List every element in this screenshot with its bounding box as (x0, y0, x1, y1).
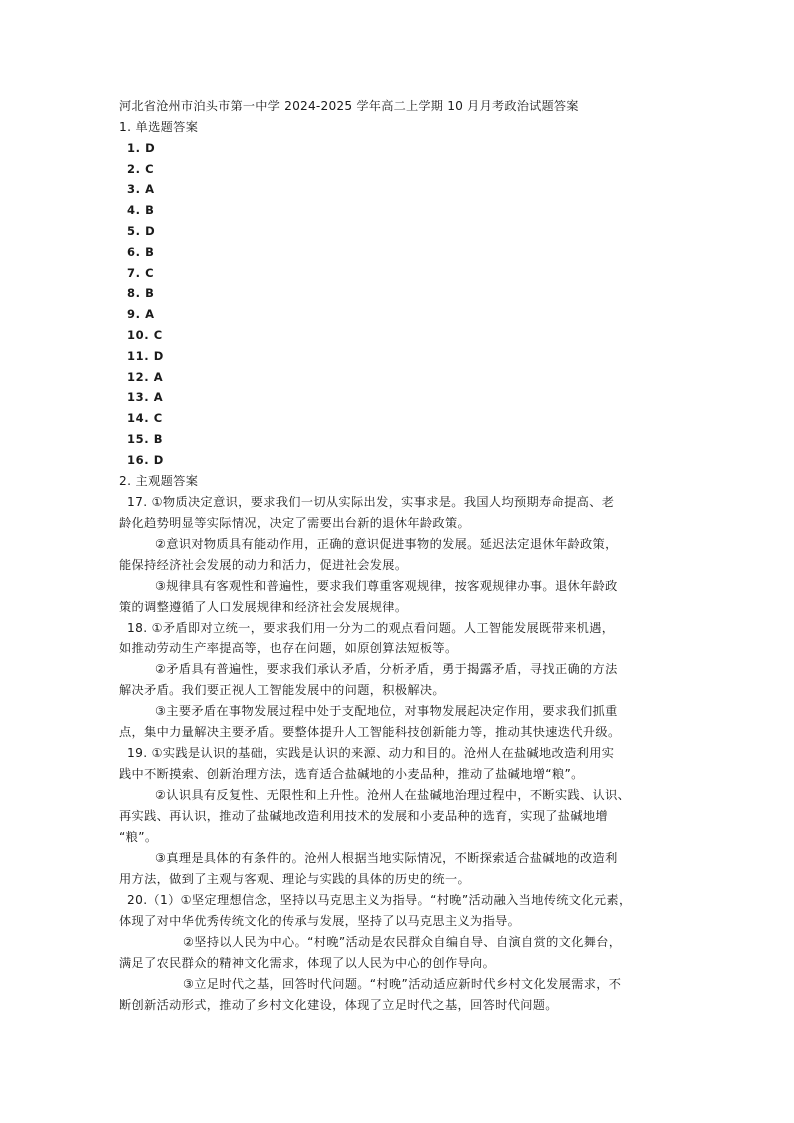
answer-paragraph-line: 如推动劳动生产率提高等，也存在问题，如原创算法短板等。 (119, 641, 458, 655)
answer-paragraph-line: ③真理是具体的有条件的。沧州人根据当地实际情况，不断探索适合盐碱地的改造利 (155, 851, 618, 865)
answer-item: 2. C (127, 162, 155, 176)
answer-paragraph-line: 18. ①矛盾即对立统一，要求我们用一分为二的观点看问题。人工智能发展既带来机遇， (127, 621, 615, 635)
answer-paragraph-line: “粮”。 (119, 830, 158, 844)
answer-paragraph-line: ②矛盾具有普遍性，要求我们承认矛盾，分析矛盾，勇于揭露矛盾，寻找正确的方法 (155, 662, 618, 676)
answer-paragraph-line: 点，集中力量解决主要矛盾。要整体提升人工智能科技创新能力等，推动其快速迭代升级。 (119, 725, 621, 739)
answer-item: 14. C (127, 411, 163, 425)
answer-paragraph-line: ③规律具有客观性和普遍性，要求我们尊重客观规律，按客观规律办事。退休年龄政 (155, 579, 618, 593)
answer-item: 3. A (127, 182, 155, 196)
answer-item: 10. C (127, 328, 163, 342)
answer-item: 7. C (127, 266, 155, 280)
answer-paragraph-line: 能保持经济社会发展的动力和活力，促进社会发展。 (119, 558, 408, 572)
answer-paragraph-line: 策的调整遵循了人口发展规律和经济社会发展规律。 (119, 600, 408, 614)
answer-paragraph-line: 17. ①物质决定意识，要求我们一切从实际出发，实事求是。我国人均预期寿命提高、老 (127, 495, 615, 509)
document-title: 河北省沧州市泊头市第一中学 2024-2025 学年高二上学期 10 月月考政治试题答案 (119, 99, 579, 113)
answer-item: 1. D (127, 141, 156, 155)
answer-paragraph-line: 20.（1）①坚定理想信念，坚持以马克思主义为指导。“村晚”活动融入当地传统文化元素， (127, 893, 632, 907)
answer-paragraph-line: 解决矛盾。我们要正视人工智能发展中的问题，积极解决。 (119, 683, 445, 697)
answer-item: 4. B (127, 203, 155, 217)
answer-item: 11. D (127, 349, 164, 363)
answer-paragraph-line: 龄化趋势明显等实际情况，决定了需要出台新的退休年龄政策。 (119, 516, 471, 530)
answer-paragraph-line: 满足了农民群众的精神文化需求，体现了以人民为中心的创作导向。 (119, 956, 496, 970)
answer-item: 12. A (127, 370, 164, 384)
answer-item: 6. B (127, 245, 155, 259)
section-heading-single-choice: 1. 单选题答案 (119, 120, 199, 134)
answer-paragraph-line: ③立足时代之基，回答时代问题。“村晚”活动适应新时代乡村文化发展需求，不 (183, 977, 622, 991)
answer-item: 5. D (127, 224, 156, 238)
answer-paragraph-line: 再实践、再认识，推动了盐碱地改造利用技术的发展和小麦品种的选育，实现了盐碱地增 (119, 809, 608, 823)
answer-paragraph-line: 19. ①实践是认识的基础，实践是认识的来源、动力和目的。沧州人在盐碱地改造利用实 (127, 746, 615, 760)
answer-paragraph-line: ②意识对物质具有能动作用，正确的意识促进事物的发展。延迟法定退休年龄政策， (155, 537, 618, 551)
answer-paragraph-line: 践中不断摸索、创新治理方法，选育适合盐碱地的小麦品种，推动了盐碱地增“粮”。 (119, 767, 584, 781)
section-heading-subjective: 2. 主观题答案 (119, 474, 199, 488)
answer-item: 9. A (127, 307, 155, 321)
answer-paragraph-line: 用方法，做到了主观与客观、理论与实践的具体的历史的统一。 (119, 872, 471, 886)
answer-paragraph-line: ②认识具有反复性、无限性和上升性。沧州人在盐碱地治理过程中，不断实践、认识、 (155, 788, 631, 802)
answer-paragraph-line: ③主要矛盾在事物发展过程中处于支配地位，对事物发展起决定作用，要求我们抓重 (155, 704, 618, 718)
answer-item: 16. D (127, 453, 164, 467)
answer-paragraph-line: 体现了对中华优秀传统文化的传承与发展，坚持了以马克思主义为指导。 (119, 914, 521, 928)
answer-paragraph-line: 断创新活动形式，推动了乡村文化建设，体现了立足时代之基，回答时代问题。 (119, 998, 558, 1012)
answer-item: 13. A (127, 390, 164, 404)
answer-item: 15. B (127, 432, 164, 446)
answer-item: 8. B (127, 286, 155, 300)
answer-paragraph-line: ②坚持以人民为中心。“村晚”活动是农民群众自编自导、自演自赏的文化舞台， (183, 935, 622, 949)
